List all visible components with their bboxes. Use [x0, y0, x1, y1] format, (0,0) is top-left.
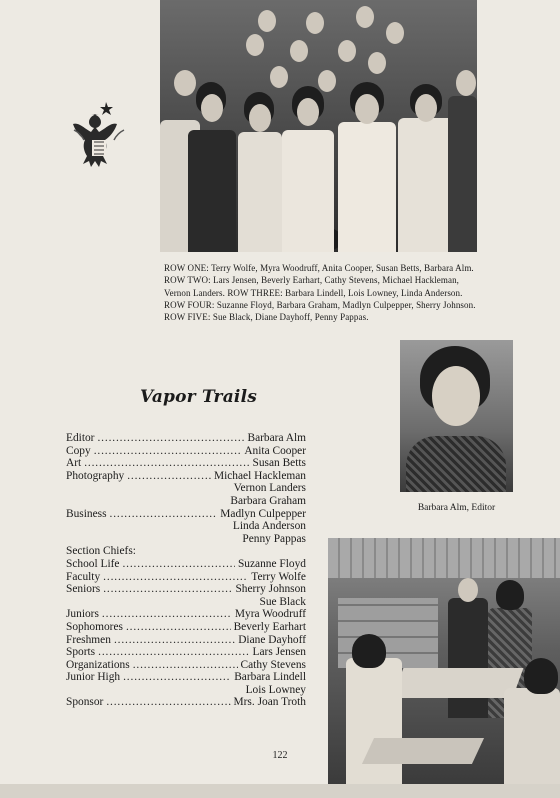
staff-role: Editor — [66, 432, 95, 444]
staff-role: Organizations — [66, 658, 130, 671]
staff-role: Freshmen — [66, 633, 111, 646]
staff-row — [66, 545, 306, 558]
staff-name: Vernon Landers — [233, 482, 306, 495]
dot-leader — [106, 696, 230, 709]
staff-role: Juniors — [66, 608, 99, 621]
staff-row — [66, 671, 306, 684]
page-edge-strip — [0, 784, 560, 798]
staff-name: Sherry Johnson — [235, 583, 306, 596]
staff-role: Copy — [66, 444, 91, 457]
dot-leader — [97, 432, 244, 445]
staff-name: Lars Jensen — [252, 646, 306, 659]
staff-name: Sue Black — [259, 595, 306, 608]
staff-row — [66, 432, 306, 445]
dot-leader — [94, 445, 242, 458]
dot-leader — [84, 457, 249, 470]
staff-role: Business — [66, 507, 107, 520]
staff-role: Sophomores — [66, 620, 123, 633]
staff-row — [66, 684, 306, 697]
editor-portrait-photo — [400, 340, 513, 492]
staff-section-heading: Section Chiefs: — [66, 545, 136, 558]
staff-name: Diane Dayhoff — [238, 633, 306, 646]
staff-role: Photography — [66, 469, 125, 482]
staff-name: Barbara Lindell — [234, 671, 306, 684]
staff-row — [66, 621, 306, 634]
workroom-photo — [328, 538, 560, 784]
eagle-emblem-icon — [66, 100, 132, 174]
staff-name: Lois Lowney — [245, 683, 306, 696]
page-title: Vapor Trails — [140, 387, 258, 407]
page-number: 122 — [272, 750, 288, 761]
staff-row — [66, 558, 306, 571]
dot-leader — [126, 621, 231, 634]
staff-role: Sports — [66, 646, 96, 659]
staff-role: Junior High — [66, 671, 121, 684]
staff-name: Madlyn Culpepper — [220, 507, 306, 520]
staff-name: Suzanne Floyd — [237, 557, 306, 570]
staff-row — [66, 696, 306, 709]
staff-role: Art — [66, 457, 82, 470]
dot-leader — [114, 634, 235, 647]
staff-row — [66, 659, 306, 672]
dot-leader — [127, 470, 211, 483]
staff-role: Sponsor — [66, 696, 104, 709]
staff-row — [66, 445, 306, 458]
dot-leader — [98, 646, 249, 659]
dot-leader — [102, 608, 232, 621]
staff-row — [66, 646, 306, 659]
staff-name: Mrs. Joan Troth — [233, 696, 306, 709]
staff-row — [66, 495, 306, 508]
staff-name: Michael Hackleman — [213, 469, 306, 482]
staff-name: Linda Anderson — [232, 520, 306, 533]
dot-leader — [103, 583, 232, 596]
dot-leader — [133, 659, 238, 672]
group-photo-caption: ROW ONE: Terry Wolfe, Myra Woodruff, Anita Cooper, Susan Betts, Barbara Alm. ROW TWO: Lars Jensen, Beverly Earhart, Cathy Stevens, Michael Hackleman, Vernon Landers. ROW THREE: Barbara Lindell, Lois Lowney, Linda Anderson. ROW FOUR: Suzanne Floyd, Barbara Graham, Madlyn Culpepper, Sherry Johnson. ROW FIVE: Sue Black, Diane Dayhoff, Penny Pappas. — [164, 263, 476, 323]
staff-row — [66, 508, 306, 521]
staff-name: Anita Cooper — [244, 444, 306, 457]
staff-row — [66, 533, 306, 546]
staff-row — [66, 634, 306, 647]
staff-row — [66, 470, 306, 483]
staff-role: Faculty — [66, 570, 101, 583]
staff-list — [66, 432, 306, 709]
staff-row — [66, 571, 306, 584]
staff-role: School Life — [66, 557, 120, 570]
editor-photo-caption: Barbara Alm, Editor — [417, 503, 496, 513]
staff-name: Barbara Graham — [230, 494, 306, 507]
staff-name: Myra Woodruff — [234, 608, 306, 621]
staff-name: Penny Pappas — [242, 532, 306, 545]
staff-row — [66, 482, 306, 495]
staff-name: Susan Betts — [252, 457, 306, 470]
dot-leader — [122, 558, 235, 571]
dot-leader — [103, 571, 248, 584]
staff-row — [66, 520, 306, 533]
staff-group-photo — [160, 0, 477, 252]
staff-role: Seniors — [66, 583, 101, 596]
staff-row — [66, 583, 306, 596]
staff-name: Terry Wolfe — [251, 570, 306, 583]
staff-name: Cathy Stevens — [240, 658, 306, 671]
staff-row — [66, 457, 306, 470]
staff-name: Barbara Alm — [247, 432, 306, 444]
staff-name: Beverly Earhart — [233, 620, 306, 633]
staff-row — [66, 596, 306, 609]
staff-row — [66, 608, 306, 621]
dot-leader — [123, 671, 231, 684]
dot-leader — [110, 508, 218, 521]
